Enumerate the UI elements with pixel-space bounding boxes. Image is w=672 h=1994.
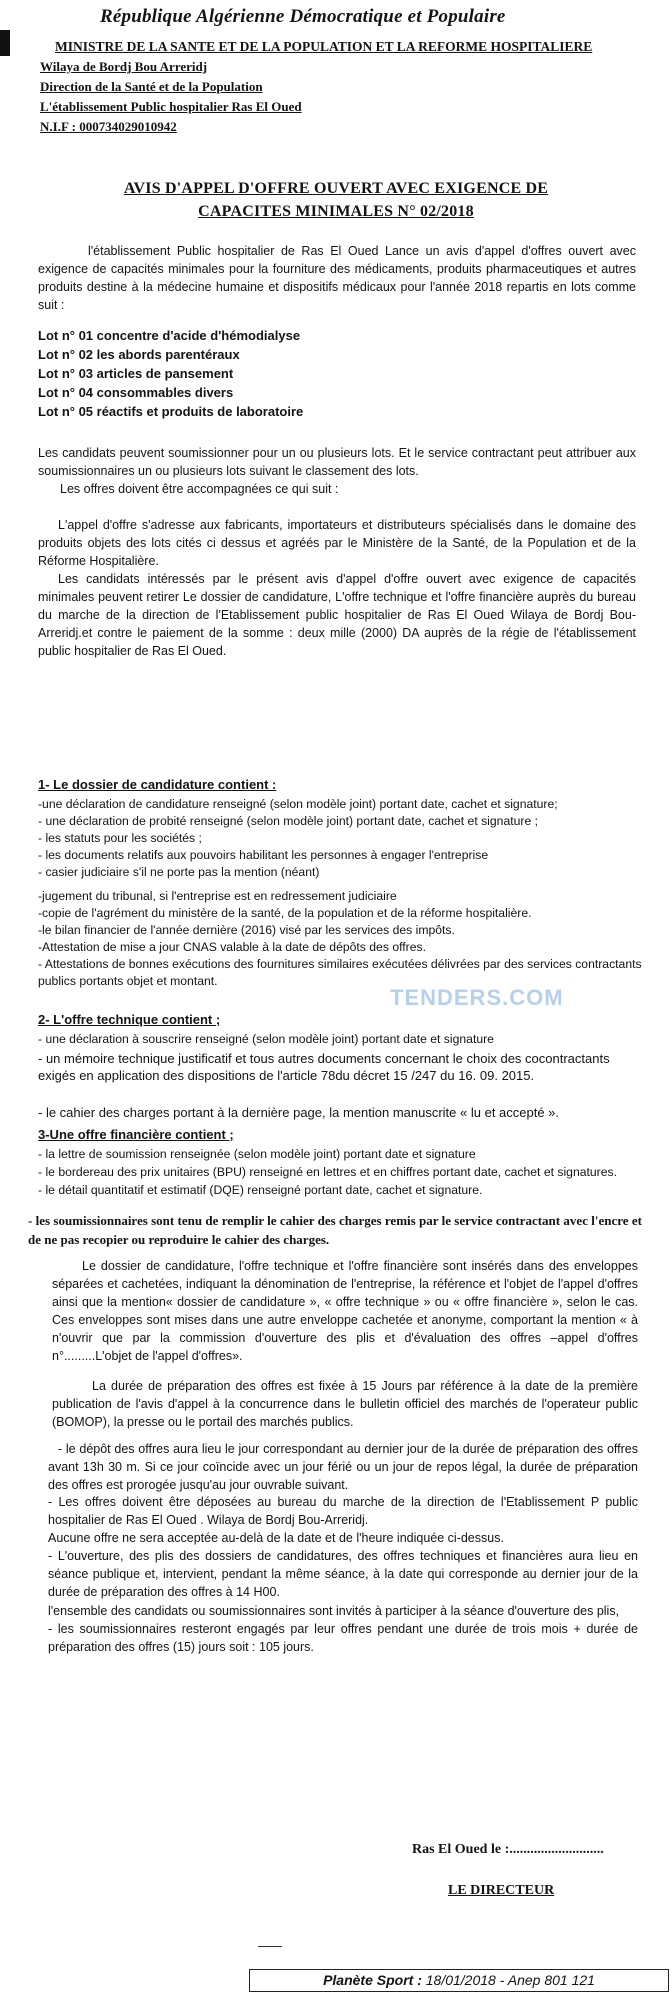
list-item: - un mémoire technique justificatif et tous autres documents concernant le choix des cocontractants exigés en application des dispositions de l'article 78du décret 15 /247 du 16. 09. 2015. bbox=[38, 1051, 610, 1083]
list-item: -le bilan financier de l'année dernière (2016) visé par les services des impôts. bbox=[38, 923, 455, 937]
nif-line: N.I.F : 000734029010942 bbox=[40, 119, 177, 134]
lot-item: Lot n° 01 concentre d'acide d'hémodialyse bbox=[38, 328, 301, 343]
list-item: - le cahier des charges portant à la dernière page, la mention manuscrite « lu et accepté ». bbox=[38, 1105, 560, 1120]
direction-line: Direction de la Santé et de la Population bbox=[40, 79, 263, 94]
invitation-paragraph: l'ensemble des candidats ou soumissionnaires sont invités à participer à la séance d'ouverture des plis, bbox=[48, 1604, 620, 1618]
publication-ref: 18/01/2018 - Anep 801 121 bbox=[425, 1972, 595, 1988]
republic-heading: République Algérienne Démocratique et Populaire bbox=[100, 6, 506, 27]
ministry-line: MINISTRE DE LA SANTE ET DE LA POPULATION ET LA REFORME HOSPITALIERE bbox=[55, 39, 593, 54]
section-title: 1- Le dossier de candidature contient : bbox=[38, 777, 277, 792]
list-item: - les statuts pour les sociétés ; bbox=[38, 831, 202, 845]
scan-edge-mark bbox=[0, 30, 10, 56]
wilaya-line: Wilaya de Bordj Bou Arreridj bbox=[40, 59, 208, 74]
list-item: -une déclaration de candidature renseigné (selon modèle joint) portant date, cachet et signature; bbox=[38, 797, 558, 811]
candidates-paragraph: Les candidats peuvent soumissionner pour un ou plusieurs lots. Et le service contractant peut attribuer aux soumissionnaires un ou plusieurs lots suivant le classement des lots. bbox=[38, 446, 636, 478]
list-item: - casier judiciaire s'il ne porte pas la mention (néant) bbox=[38, 865, 320, 879]
specs-paragraph: - les soumissionnaires sont tenu de remplir le cahier des charges remis par le service contractant avec l'encre et de ne pas recopier ou reproduire le cahier des charges. bbox=[28, 1213, 642, 1247]
director-signature: LE DIRECTEUR bbox=[448, 1883, 555, 1898]
lot-item: Lot n° 04 consommables divers bbox=[38, 385, 234, 400]
publication-footer bbox=[249, 1969, 669, 1992]
list-item: - une déclaration à souscrire renseigné (selon modèle joint) portant date et signature bbox=[38, 1032, 494, 1046]
list-item: -copie de l'agrément du ministère de la santé, de la population et de la réforme hospitalière. bbox=[38, 906, 532, 920]
duration-paragraph: La durée de préparation des offres est fixée à 15 Jours par référence à la date de la première publication de l'avis d'appel à la concurrence dans le bulletin officiel des marchés de l'operateur public (BOMOP), la presse ou le portail des marchés publics. bbox=[52, 1379, 638, 1429]
establishment-line: L'établissement Public hospitalier Ras El Oued bbox=[40, 99, 302, 114]
list-item: - les documents relatifs aux pouvoirs habilitant les personnes à engager l'entreprise bbox=[38, 848, 489, 862]
notice-title-line1: AVIS D'APPEL D'OFFRE OUVERT AVEC EXIGENCE DE bbox=[123, 180, 549, 197]
envelope-paragraph: Le dossier de candidature, l'offre technique et l'offre financière sont insérés dans des enveloppes séparées et cachetées, indiquant la dénomination de l'entreprise, la référence et l'objet de l'appel d'offres ainsi que la mention« dossier de candidature », « offre technique » ou « offre financière », selon le cas. Ces enveloppes sont mises dans une autre enveloppe cachetée et anonyme, comportant la mention « à n'ouvrir que par la commission d'ouverture des plis et d'évaluation des offres –appel d'offres n°.........L'objet de l'appel d'offres». bbox=[52, 1259, 638, 1363]
list-item: - la lettre de soumission renseignée (selon modèle joint) portant date et signature bbox=[38, 1147, 476, 1161]
section-title: 2- L'offre technique contient ; bbox=[38, 1012, 221, 1027]
lot-item: Lot n° 02 les abords parentéraux bbox=[38, 347, 240, 362]
section-title: 3-Une offre financière contient ; bbox=[38, 1127, 234, 1142]
engagement-paragraph: - les soumissionnaires resteront engagés par leur offres pendant une durée de trois mois + durée de préparation des offres (15) jours soit : 105 jours. bbox=[48, 1622, 638, 1654]
intro-paragraph: l'établissement Public hospitalier de Ras El Oued Lance un avis d'appel d'offres ouvert avec exigence de capacités minimales pour la fourniture des médicaments, produits pharmaceutiques et autres produits destine à la médecine humaine et dispositifs médicaux pour l'année 2018 repartis en lots comme suit : bbox=[38, 244, 636, 312]
no-late-offer-paragraph: Aucune offre ne sera acceptée au-delà de la date et de l'heure indiquée ci-dessus. bbox=[48, 1531, 504, 1545]
watermark: TENDERS.COM bbox=[390, 985, 564, 1010]
lot-item: Lot n° 05 réactifs et produits de laboratoire bbox=[38, 404, 304, 419]
addressed-paragraph: L'appel d'offre s'adresse aux fabricants, importateurs et distributeurs spécialisés dans le domaine des produits objets des lots cités ci dessus et agréés par le Ministère de la Santé, de la Population et de la Réforme Hospitalière. bbox=[38, 518, 636, 568]
list-item: - une déclaration de probité renseigné (selon modèle joint) portant date, cachet et signature ; bbox=[38, 814, 538, 828]
list-item: -jugement du tribunal, si l'entreprise est en redressement judiciaire bbox=[38, 889, 397, 903]
opening-paragraph: - L'ouverture, des plis des dossiers de candidatures, des offres techniques et financières aura lieu en séance publique et, intervient, pendant la même séance, à la date qui corresponde au dernier jour de la durée de préparation des offres à 14 H00. bbox=[48, 1549, 638, 1599]
notice-title-line2: CAPACITES MINIMALES N° 02/2018 bbox=[198, 203, 474, 220]
list-item: - Attestations de bonnes exécutions des fournitures similaires exécutées délivrées par des services contractants publics portants objet et montant. bbox=[38, 957, 642, 988]
place-date: Ras El Oued le :........................... bbox=[412, 1842, 604, 1857]
withdraw-paragraph: Les candidats intéressés par le présent avis d'appel d'offre ouvert avec exigence de capacités minimales peuvent retirer Le dossier de candidature, L'offre technique et l'offre financière auprès du bureau du marche de la direction de l'Etablissement public hospitalier de Ras El Oued Wilaya de Bordj Bou-Arreridj.et contre le paiement de la somme : deux mille (2000) DA auprès de la régie de l'établissement public hospitalier de Ras El Oued. bbox=[38, 572, 636, 658]
offers-paragraph: Les offres doivent être accompagnées ce qui suit : bbox=[60, 482, 339, 496]
offers-deposited-paragraph: - Les offres doivent être déposées au bureau du marche de la direction de l'Etablissement P public hospitalier de Ras El Oued . Wilaya de Bordj Bou-Arreridj. bbox=[48, 1495, 638, 1527]
list-item: - le bordereau des prix unitaires (BPU) renseigné en lettres et en chiffres portant date, cachet et signatures. bbox=[38, 1165, 617, 1179]
list-item: -Attestation de mise a jour CNAS valable à la date de dépôts des offres. bbox=[38, 940, 426, 954]
publication-name: Planète Sport : bbox=[323, 1972, 422, 1988]
lot-item: Lot n° 03 articles de pansement bbox=[38, 366, 234, 381]
divider bbox=[258, 1946, 282, 1947]
deposit-paragraph: - le dépôt des offres aura lieu le jour correspondant au dernier jour de la durée de préparation des offres avant 13h 30 m. Si ce jour coïncide avec un jour férié ou un jour de repos légal, la durée de préparation des offres est prorogée jusqu'au jour ouvrable suivant. bbox=[48, 1442, 638, 1492]
list-item: - le détail quantitatif et estimatif (DQE) renseigné portant date, cachet et signature. bbox=[38, 1183, 483, 1197]
